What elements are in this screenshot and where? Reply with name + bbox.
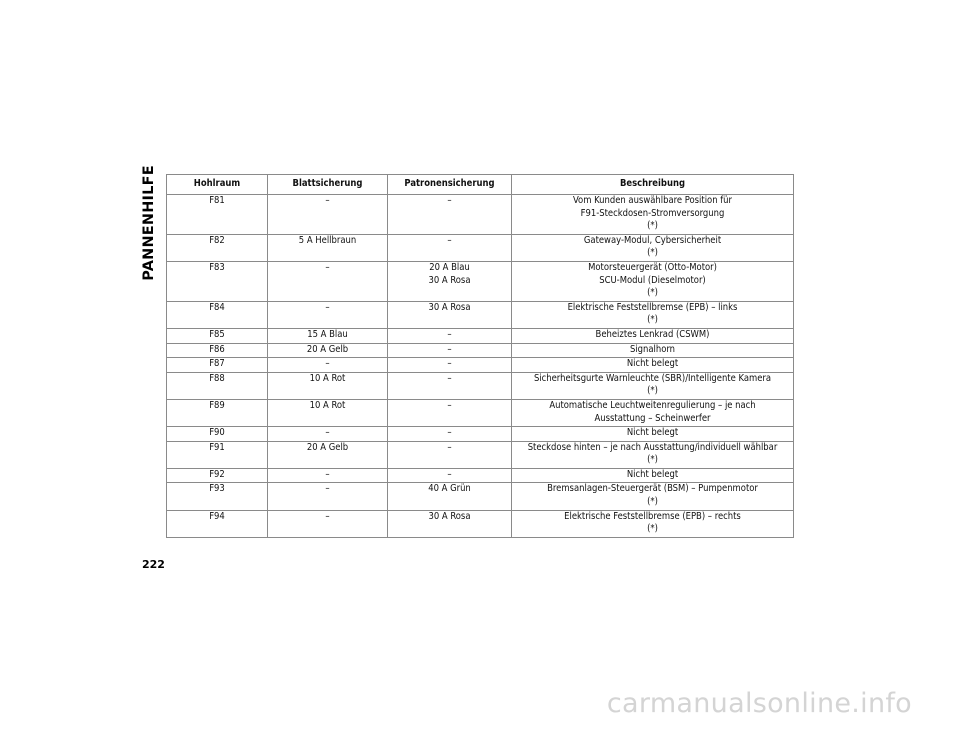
- description-line: Nicht belegt: [626, 468, 679, 480]
- cavity-cell: F92: [167, 468, 268, 483]
- description-cell: [512, 510, 794, 537]
- cavity-cell: F91: [167, 441, 268, 468]
- description-line: (*): [647, 287, 658, 299]
- fuse-table: [166, 174, 794, 538]
- table-row: [167, 483, 794, 510]
- table-row: [167, 343, 794, 358]
- cartridge-fuse-cell: –: [388, 441, 512, 468]
- description-line: Steckdose hinten – je nach Ausstattung/individuell wählbar: [527, 441, 778, 453]
- cavity-cell: F93: [167, 483, 268, 510]
- cartridge-fuse-cell: –: [388, 427, 512, 442]
- description-cell: [512, 441, 794, 468]
- cavity-cell: F90: [167, 427, 268, 442]
- cartridge-fuse-cell: –: [388, 195, 512, 235]
- description-line: Vom Kunden auswählbare Position für: [573, 195, 732, 206]
- blade-fuse-cell: 20 A Gelb: [268, 441, 388, 468]
- table-row: [167, 195, 794, 235]
- description-cell: [512, 427, 794, 442]
- description-line: Motorsteuergerät (Otto-Motor): [588, 261, 717, 273]
- table-row: [167, 468, 794, 483]
- description-line: Elektrische Feststellbremse (EPB) – rechts: [564, 510, 741, 522]
- description-line: Bremsanlagen-Steuergerät (BSM) – Pumpenmotor: [547, 483, 758, 495]
- cavity-cell: F83: [167, 261, 268, 301]
- description-cell: [512, 343, 794, 358]
- blade-fuse-cell: 10 A Rot: [268, 399, 388, 426]
- cartridge-fuse-cell: 30 A Rosa: [388, 510, 512, 537]
- page-number: 222: [142, 558, 165, 571]
- section-title: [139, 164, 159, 281]
- description-cell: [512, 234, 794, 261]
- description-line: (*): [647, 454, 658, 466]
- description-cell: [512, 399, 794, 426]
- description-cell: [512, 483, 794, 510]
- description-line: Sicherheitsgurte Warnleuchte (SBR)/Intelligente Kamera: [533, 372, 772, 384]
- description-line: Elektrische Feststellbremse (EPB) – links: [567, 301, 738, 313]
- header-description: Beschreibung: [512, 175, 794, 195]
- description-line: Beheiztes Lenkrad (CSWM): [595, 328, 710, 340]
- cartridge-fuse-cell: 20 A Blau 30 A Rosa: [388, 261, 512, 301]
- header-cavity: Hohlraum: [167, 175, 268, 195]
- header-cartridge-fuse: Patronensicherung: [388, 175, 512, 195]
- watermark: carmanualsonline.info: [606, 688, 912, 719]
- table-row: [167, 301, 794, 328]
- cartridge-fuse-cell: –: [388, 343, 512, 358]
- description-line: (*): [647, 523, 658, 535]
- cartridge-fuse-cell: –: [388, 399, 512, 426]
- blade-fuse-cell: 20 A Gelb: [268, 343, 388, 358]
- header-blade-fuse: Blattsicherung: [268, 175, 388, 195]
- table-row: [167, 510, 794, 537]
- description-cell: [512, 468, 794, 483]
- cavity-cell: F89: [167, 399, 268, 426]
- description-line: Nicht belegt: [626, 358, 679, 370]
- description-line: Nicht belegt: [626, 427, 679, 439]
- blade-fuse-cell: –: [268, 483, 388, 510]
- description-line: (*): [647, 247, 658, 259]
- description-line: Signalhorn: [629, 343, 676, 355]
- table-row: [167, 261, 794, 301]
- blade-fuse-cell: –: [268, 261, 388, 301]
- description-line: (*): [647, 220, 658, 232]
- cartridge-fuse-cell: –: [388, 328, 512, 343]
- table-row: [167, 372, 794, 399]
- blade-fuse-cell: 15 A Blau: [268, 328, 388, 343]
- description-line: (*): [647, 314, 658, 326]
- cavity-cell: F85: [167, 328, 268, 343]
- cavity-cell: F82: [167, 234, 268, 261]
- cartridge-fuse-cell: –: [388, 234, 512, 261]
- cavity-cell: F86: [167, 343, 268, 358]
- section-title-text: PANNENHILFE: [141, 164, 158, 281]
- description-line: Ausstattung – Scheinwerfer: [594, 412, 711, 424]
- cartridge-fuse-cell: 40 A Grün: [388, 483, 512, 510]
- cartridge-fuse-cell: –: [388, 468, 512, 483]
- cavity-cell: F87: [167, 358, 268, 373]
- blade-fuse-cell: 5 A Hellbraun: [268, 234, 388, 261]
- blade-fuse-cell: –: [268, 358, 388, 373]
- description-line: (*): [647, 385, 658, 397]
- blade-fuse-cell: 10 A Rot: [268, 372, 388, 399]
- cavity-cell: F88: [167, 372, 268, 399]
- cavity-cell: F81: [167, 195, 268, 235]
- blade-fuse-cell: –: [268, 468, 388, 483]
- description-cell: [512, 358, 794, 373]
- table-row: [167, 441, 794, 468]
- description-cell: [512, 372, 794, 399]
- table-row: [167, 399, 794, 426]
- cartridge-fuse-cell: 30 A Rosa: [388, 301, 512, 328]
- table-row: [167, 234, 794, 261]
- cavity-cell: F84: [167, 301, 268, 328]
- fuse-table-header: [167, 175, 794, 195]
- cavity-cell: F94: [167, 510, 268, 537]
- description-line: F91-Steckdosen-Stromversorgung: [580, 207, 725, 219]
- blade-fuse-cell: –: [268, 301, 388, 328]
- description-line: SCU-Modul (Dieselmotor): [599, 274, 706, 286]
- description-cell: [512, 301, 794, 328]
- table-row: [167, 358, 794, 373]
- description-cell: [512, 328, 794, 343]
- blade-fuse-cell: –: [268, 195, 388, 235]
- description-line: Gateway-Modul, Cybersicherheit: [583, 234, 722, 246]
- blade-fuse-cell: –: [268, 427, 388, 442]
- cartridge-fuse-cell: –: [388, 372, 512, 399]
- description-cell: [512, 195, 794, 235]
- description-line: Automatische Leuchtweitenregulierung – je nach: [549, 399, 756, 411]
- fuse-table-body: [167, 195, 794, 538]
- blade-fuse-cell: –: [268, 510, 388, 537]
- table-row: [167, 427, 794, 442]
- table-row: [167, 328, 794, 343]
- description-cell: [512, 261, 794, 301]
- cartridge-fuse-cell: –: [388, 358, 512, 373]
- description-line: (*): [647, 496, 658, 508]
